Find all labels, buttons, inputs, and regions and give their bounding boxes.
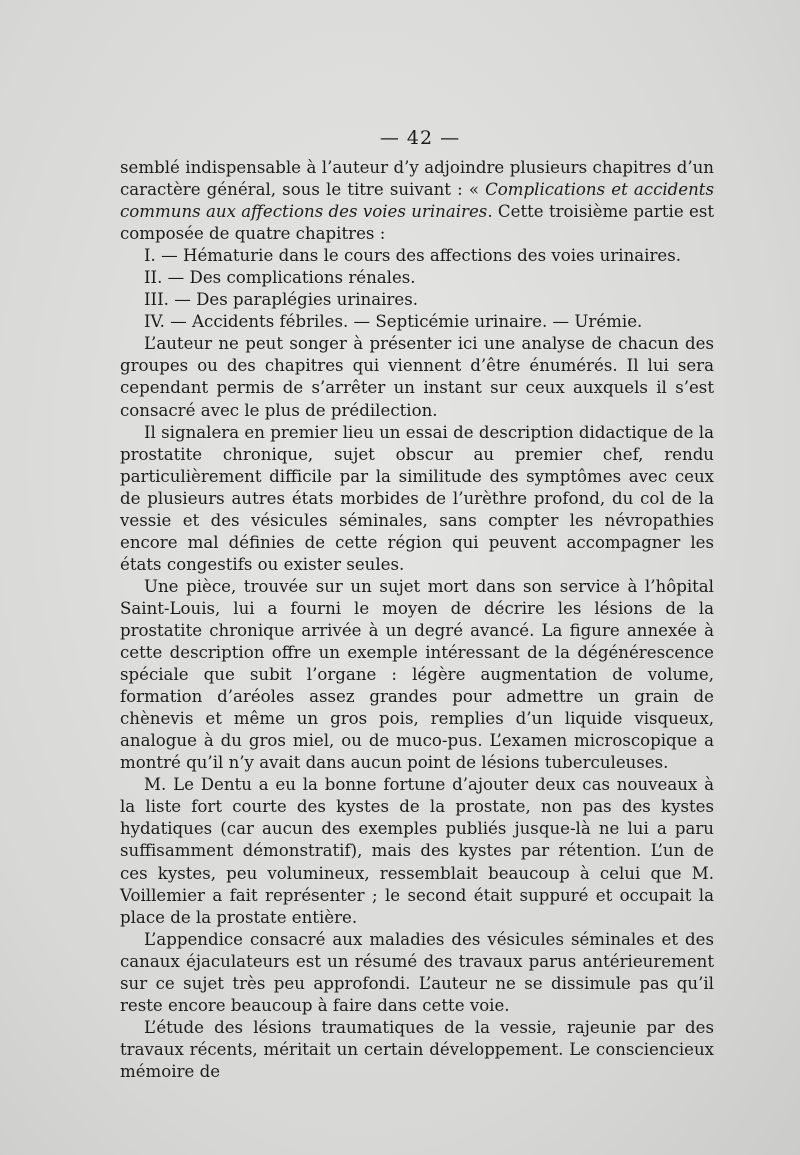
paragraph: L’appendice consacré aux maladies des vésicules séminales et des canaux éjaculateurs est un résumé des travaux parus antérieurement sur ce sujet très peu approfondi. L’auteur ne se dissimule pas qu’il reste encore beaucoup à faire dans cette voie. [120, 929, 714, 1015]
intro-text-end: . Cette troisième partie est composée de quatre chapitres : [120, 202, 715, 244]
paragraph: M. Le Dentu a eu la bonne fortune d’ajouter deux cas nouveaux à la liste fort courte des kystes de la prostate, non pas des kystes hydatiques (car aucun des exemples publiés jusque-là ne lui a paru suffisamment démonstratif), mais des kystes par rétention. L’un de ces kystes, peu volumineux, ressemblait beaucoup à celui que M. Voillemier a fait représenter ; le second était suppuré et occupait la place de la prostate entière. [120, 775, 714, 927]
chapter-item: I. — Hématurie dans le cours des affections des voies urinaires. [144, 246, 682, 266]
chapter-item: II. — Des complications rénales. [144, 268, 416, 288]
paragraph: L’étude des lésions traumatiques de la vessie, rajeunie par des travaux récents, méritait un certain développement. Le consciencieux mémoire de [120, 1017, 714, 1081]
section-title-italic: Complications et accidents communs aux affections des voies urinaires [120, 180, 714, 222]
intro-text-start: semblé indispensable à l’auteur d’y adjoindre plusieurs chapitres d’un caractère général, sous le titre suivant : « [120, 158, 714, 200]
body-text [120, 157, 714, 1083]
chapter-item: IV. — Accidents fébriles. — Septicémie urinaire. — Urémie. [144, 312, 643, 332]
paragraph: Il signalera en premier lieu un essai de description didactique de la prostatite chronique, sujet obscur au premier chef, rendu particulièrement difficile par la similitude des symptômes avec ceux de plusieurs autres états morbides de l’urèthre profond, du col de la vessie et des vésicules séminales, sans compter les névropathies encore mal définies de cette région qui peuvent accompagner les états congestifs ou exister seules. [120, 422, 714, 574]
chapter-item: III. — Des paraplégies urinaires. [144, 290, 418, 310]
paragraph: Une pièce, trouvée sur un sujet mort dans son service à l’hôpital Saint-Louis, lui a fourni le moyen de décrire les lésions de la prostatite chronique arrivée à un degré avancé. La figure annexée à cette description offre un exemple intéressant de la dégénérescence spéciale que subit l’organe : légère augmentation de volume, formation d’aréoles assez grandes pour admettre un grain de chènevis et même un gros pois, remplies d’un liquide visqueux, analogue à du gros miel, ou de muco-pus. L’examen microscopique a montré qu’il n’y avait dans aucun point de lésions tuberculeuses. [120, 576, 714, 773]
chapter-list [120, 245, 714, 333]
paragraph: L’auteur ne peut songer à présenter ici une analyse de chacun des groupes ou des chapitres qui viennent d’être énumérés. Il lui sera cependant permis de s’arrêter un instant sur ceux auxquels il s’est consacré avec le plus de prédilection. [120, 334, 714, 420]
page-number: — 42 — [379, 127, 461, 149]
intro-paragraph [120, 157, 714, 245]
